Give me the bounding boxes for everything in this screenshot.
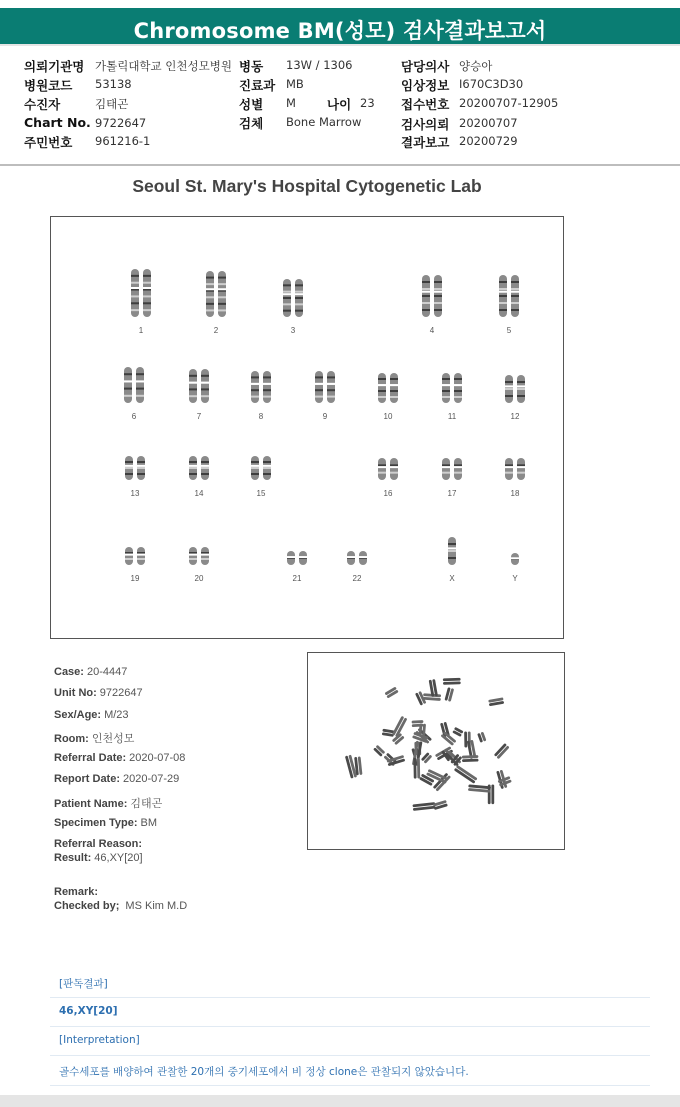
interpretation-heading: [Interpretation]	[59, 1034, 140, 1046]
chromosome-label-17: 17	[447, 489, 457, 498]
ward-value: 13W / 1306	[286, 58, 353, 72]
chromosome-pair-10	[375, 372, 401, 404]
hospital-code-value: 53138	[95, 77, 132, 91]
chromosome-label-7: 7	[196, 412, 202, 421]
clinical-info-label: 임상정보	[401, 78, 450, 93]
report-date-label: 결과보고	[401, 135, 450, 150]
institution-value: 가톨릭대학교 인천성모병원	[95, 59, 232, 73]
chromosome-pair-12	[502, 374, 528, 404]
doctor-value: 양승아	[459, 59, 493, 73]
report-date-value: 20200729	[459, 134, 518, 148]
chromosome-pair-1	[128, 268, 154, 318]
receipt-no-value: 20200707-12905	[459, 96, 559, 110]
chromosome-label-14: 14	[194, 489, 204, 498]
chromosome-pair-X	[446, 536, 458, 566]
ward-label: 병동	[239, 59, 264, 74]
chromosome-pair-Y	[509, 552, 521, 566]
department-label: 진료과	[239, 78, 276, 93]
chromosome-label-20: 20	[194, 574, 204, 583]
chromosome-label-12: 12	[510, 412, 520, 421]
patient-name-line: Patient Name: 김태곤	[54, 798, 163, 810]
chromosome-pair-4	[419, 274, 445, 318]
karyogram-panel	[50, 216, 564, 639]
metaphase-spread	[308, 653, 563, 848]
id-no-label: 주민번호	[24, 135, 73, 150]
chromosome-label-5: 5	[506, 326, 512, 335]
chromosome-pair-5	[496, 274, 522, 318]
chromosome-label-15: 15	[256, 489, 266, 498]
request-date-label: 검사의뢰	[401, 117, 450, 132]
chromosome-pair-13	[122, 455, 148, 481]
chromosome-label-4: 4	[429, 326, 435, 335]
chromosome-pair-21	[284, 550, 310, 566]
age-label: 나이	[327, 97, 352, 112]
patient-value: 김태곤	[95, 97, 129, 111]
result-heading-row	[50, 969, 650, 998]
request-date-value: 20200707	[459, 116, 518, 130]
chromosome-pair-3	[280, 278, 306, 318]
interpretation-text: 골수세포를 배양하여 관찰한 20개의 중기세포에서 비 정상 clone은 관찰되지 않았습니다.	[59, 1066, 469, 1078]
specimen-label: 검체	[239, 116, 264, 131]
chromosome-pair-6	[121, 366, 147, 404]
referral-date-line: Referral Date: 2020-07-08	[54, 752, 186, 764]
patient-label: 수진자	[24, 97, 61, 112]
patient-info-grid	[0, 50, 680, 164]
chromosome-pair-19	[122, 546, 148, 566]
chromosome-pair-2	[203, 270, 229, 318]
interpretation-text-row	[50, 1057, 650, 1086]
institution-label: 의뢰기관명	[24, 59, 85, 74]
lab-title: Seoul St. Mary's Hospital Cytogenetic Lab	[132, 176, 482, 196]
report-title: Chromosome BM(성모) 검사결과보고서	[133, 19, 547, 43]
result-heading: [판독결과]	[59, 978, 108, 990]
chromosome-label-9: 9	[322, 412, 328, 421]
age-value: 23	[360, 96, 375, 110]
chromosome-pair-22	[344, 550, 370, 566]
room-line: Room: 인천성모	[54, 733, 135, 745]
result-line: Result: 46,XY[20]	[54, 852, 143, 864]
report-date-line: Report Date: 2020-07-29	[54, 773, 180, 785]
sex-value: M	[286, 96, 296, 110]
receipt-no-label: 접수번호	[401, 97, 450, 112]
result-value: 46,XY[20]	[59, 1005, 118, 1017]
chromosome-label-11: 11	[447, 412, 457, 421]
remark-line: Remark:	[54, 886, 99, 898]
specimen-value: Bone Marrow	[286, 115, 362, 129]
page-bottom-bar	[0, 1095, 680, 1107]
chromosome-label-1: 1	[138, 326, 144, 335]
referral-reason-line: Referral Reason:	[54, 838, 143, 850]
chromosome-label-X: X	[449, 574, 455, 583]
chromosome-label-6: 6	[131, 412, 137, 421]
department-value: MB	[286, 77, 304, 91]
chromosome-pair-20	[186, 546, 212, 566]
interpretation-heading-row	[50, 1027, 650, 1056]
chromosome-pair-7	[186, 368, 212, 404]
karyotype-report-sheet	[0, 166, 680, 1092]
metaphase-image	[307, 652, 565, 850]
sex-age-line: Sex/Age: M/23	[54, 709, 129, 721]
chromosome-pair-16	[375, 457, 401, 481]
chromosome-label-19: 19	[130, 574, 140, 583]
unit-line: Unit No: 9722647	[54, 687, 143, 699]
chromosome-label-10: 10	[383, 412, 393, 421]
checked-by-line: Checked by; MS Kim M.D	[54, 900, 188, 912]
specimen-type-line: Specimen Type: BM	[54, 817, 158, 829]
chromosome-label-Y: Y	[512, 574, 518, 583]
chromosome-pair-11	[439, 372, 465, 404]
report-banner	[0, 8, 680, 46]
doctor-label: 담당의사	[401, 59, 450, 74]
chromosome-pair-9	[312, 370, 338, 404]
case-line: Case: 20-4447	[54, 666, 128, 678]
chromosome-label-18: 18	[510, 489, 520, 498]
chromosome-label-16: 16	[383, 489, 393, 498]
id-no-value: 961216-1	[95, 134, 151, 148]
result-value-row	[50, 998, 650, 1027]
chromosome-pair-17	[439, 457, 465, 481]
chart-no-value: 9722647	[95, 116, 147, 130]
chromosome-label-22: 22	[352, 574, 362, 583]
clinical-info-value: I670C3D30	[459, 77, 524, 91]
hospital-code-label: 병원코드	[24, 78, 73, 93]
chromosome-label-8: 8	[258, 412, 264, 421]
chromosome-pair-15	[248, 455, 274, 481]
sex-label: 성별	[239, 97, 264, 112]
chromosome-label-3: 3	[290, 326, 296, 335]
chromosome-pair-18	[502, 457, 528, 481]
chromosome-label-21: 21	[292, 574, 302, 583]
chart-no-label: Chart No.	[24, 115, 91, 130]
chromosome-pair-14	[186, 455, 212, 481]
chromosome-pair-8	[248, 370, 274, 404]
chromosome-label-13: 13	[130, 489, 140, 498]
chromosome-label-2: 2	[213, 326, 219, 335]
